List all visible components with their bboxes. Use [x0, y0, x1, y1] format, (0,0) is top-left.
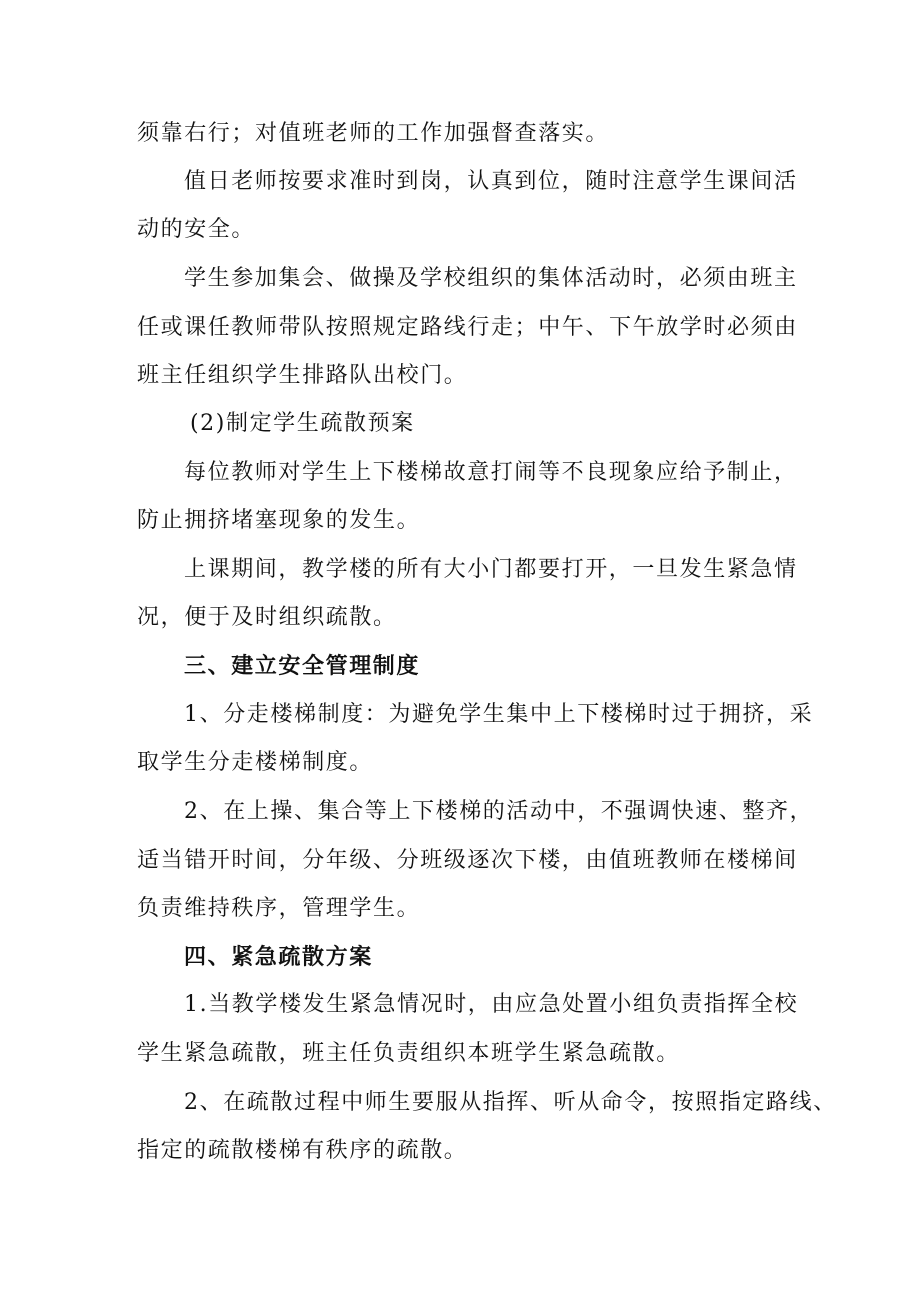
paragraph-stairs-conduct: 每位教师对学生上下楼梯故意打闹等不良现象应给予制止，	[184, 460, 798, 485]
section-heading-4: 四、紧急疏散方案	[184, 944, 373, 970]
paragraph-rule-1-cont: 取学生分走楼梯制度。	[137, 750, 374, 775]
paragraph-assembly-cont-1: 任或课任教师带队按照规定路线行走；中午、下午放学时必须由	[137, 315, 798, 340]
paragraph-rule-2-cont-2: 负责维持秩序，管理学生。	[137, 896, 421, 921]
paragraph-continuation: 须靠右行；对值班老师的工作加强督查落实。	[137, 121, 610, 146]
paragraph-duty-teacher-cont: 动的安全。	[137, 217, 256, 242]
paragraph-emergency-1: 1.当教学楼发生紧急情况时，由应急处置小组负责指挥全校	[184, 992, 799, 1017]
paragraph-doors-open: 上课期间，教学楼的所有大小门都要打开，一旦发生紧急情	[184, 557, 798, 582]
paragraph-emergency-2-cont: 指定的疏散楼梯有秩序的疏散。	[137, 1138, 468, 1163]
paragraph-assembly: 学生参加集会、做操及学校组织的集体活动时，必须由班主	[184, 266, 798, 291]
section-heading-3: 三、建立安全管理制度	[184, 653, 421, 679]
paragraph-duty-teacher: 值日老师按要求准时到岗，认真到位，随时注意学生课间活	[184, 169, 798, 194]
paragraph-rule-2-cont-1: 适当错开时间，分年级、分班级逐次下楼，由值班教师在楼梯间	[137, 848, 798, 873]
paragraph-stairs-conduct-cont: 防止拥挤堵塞现象的发生。	[137, 508, 421, 533]
paragraph-assembly-cont-2: 班主任组织学生排路队出校门。	[137, 363, 468, 388]
paragraph-rule-1: 1、分走楼梯制度：为避免学生集中上下楼梯时过于拥挤，采	[184, 702, 814, 727]
paragraph-emergency-1-cont: 学生紧急疏散，班主任负责组织本班学生紧急疏散。	[137, 1041, 680, 1066]
paragraph-rule-2: 2、在上操、集合等上下楼梯的活动中，不强调快速、整齐，	[184, 799, 814, 824]
paragraph-emergency-2: 2、在疏散过程中师生要服从指挥、听从命令，按照指定路线、	[184, 1090, 837, 1115]
subheading-evacuation-plan: (2)制定学生疏散预案	[190, 411, 415, 436]
paragraph-doors-open-cont: 况，便于及时组织疏散。	[137, 605, 397, 630]
